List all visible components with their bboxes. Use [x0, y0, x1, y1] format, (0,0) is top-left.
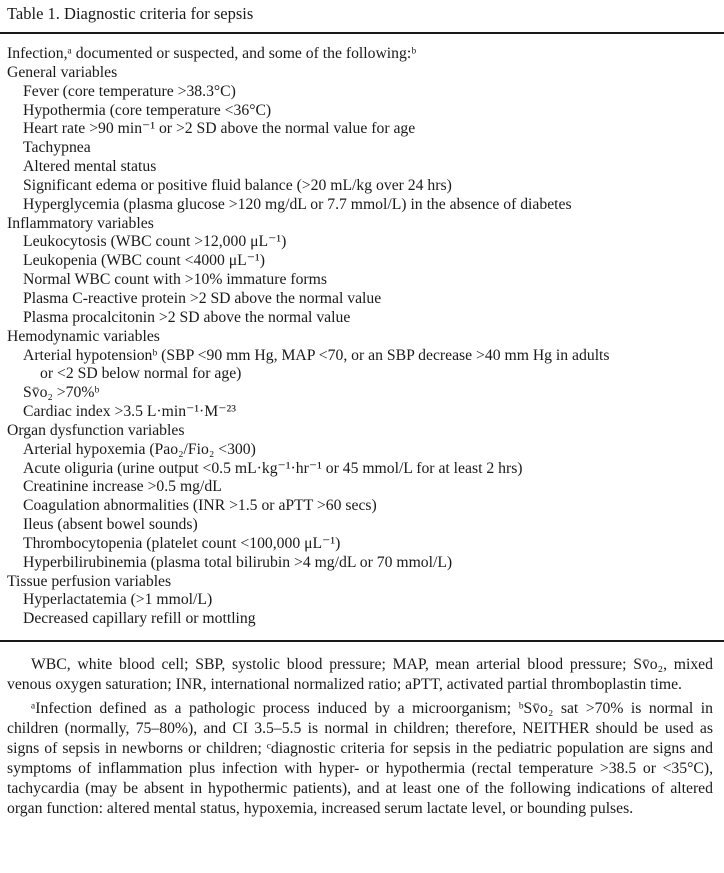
- criterion-item: Hypothermia (core temperature <36°C): [23, 101, 272, 119]
- top-rule: [0, 32, 724, 34]
- table-title: Table 1. Diagnostic criteria for sepsis: [7, 4, 254, 23]
- criterion-item: Plasma C-reactive protein >2 SD above the normal value: [23, 289, 382, 307]
- criterion-item: Ileus (absent bowel sounds): [23, 516, 198, 534]
- criterion-item: Coagulation abnormalities (INR >1.5 or aPTT >60 secs): [23, 497, 377, 515]
- category-heading: Organ dysfunction variables: [7, 421, 185, 439]
- criterion-item: Leukocytosis (WBC count >12,000 μL⁻¹): [23, 233, 287, 251]
- criterion-item: Normal WBC count with >10% immature forms: [23, 271, 327, 289]
- criterion-item: Sv̄o₂ >70%ᵇ: [23, 384, 100, 402]
- criterion-item: Plasma procalcitonin >2 SD above the normal value: [23, 308, 351, 326]
- category-heading: Tissue perfusion variables: [7, 572, 172, 590]
- criterion-item: Tachypnea: [23, 139, 91, 157]
- criterion-item: Leukopenia (WBC count <4000 μL⁻¹): [23, 252, 265, 270]
- criterion-item: Arterial hypoxemia (Pao₂/Fio₂ <300): [23, 440, 256, 458]
- category-heading: Hemodynamic variables: [7, 327, 160, 345]
- category-heading: General variables: [7, 63, 118, 81]
- criterion-item: Significant edema or positive fluid balance (>20 mL/kg over 24 hrs): [23, 176, 452, 194]
- criterion-item: Altered mental status: [23, 158, 157, 176]
- criterion-item: Arterial hypotensionᵇ (SBP <90 mm Hg, MAP <70, or an SBP decrease >40 mm Hg in adults: [23, 346, 610, 364]
- category-heading: Inflammatory variables: [7, 214, 154, 232]
- definitions-footnote: ᵃInfection defined as a pathologic process induced by a microorganism; ᵇSv̄o₂ sat >70% is normal in children (normally, 75–80%), and CI 3.5–5.5 is normal in children; therefore, NEITHER should be used as signs of sepsis in newborns or children; ᶜdiagnostic criteria for sepsis in the pediatric population are signs and symptoms of inflammation plus infection with hyper- or hypothermia (rectal temperature >38.5 or <35°C), tachycardia (may be absent in hypothermic patients), and at least one of the following indications of altered organ function: altered mental status, hypoxemia, increased serum lactate level, or bounding pulses.: [7, 700, 713, 817]
- criterion-item: Decreased capillary refill or mottling: [23, 610, 256, 628]
- criterion-item: Heart rate >90 min⁻¹ or >2 SD above the normal value for age: [23, 120, 416, 138]
- criterion-item: Creatinine increase >0.5 mg/dL: [23, 478, 222, 496]
- criterion-item: Thrombocytopenia (platelet count <100,000 μL⁻¹): [23, 534, 341, 552]
- bottom-rule: [0, 640, 724, 642]
- criterion-item: Cardiac index >3.5 L·min⁻¹·M⁻²³: [23, 403, 236, 421]
- table-footnotes: [7, 655, 713, 823]
- criterion-item: or <2 SD below normal for age): [40, 365, 242, 383]
- criterion-item: Hyperlactatemia (>1 mmol/L): [23, 591, 213, 609]
- category-heading: Infection,ᵃ documented or suspected, and some of the following:ᵇ: [7, 45, 417, 62]
- criterion-item: Hyperbilirubinemia (plasma total bilirubin >4 mg/dL or 70 mmol/L): [23, 553, 453, 571]
- criteria-list: [7, 45, 719, 629]
- criterion-item: Fever (core temperature >38.3°C): [23, 82, 236, 100]
- criterion-item: Acute oliguria (urine output <0.5 mL·kg⁻¹·hr⁻¹ or 45 mmol/L for at least 2 hrs): [23, 459, 523, 477]
- criterion-item: Hyperglycemia (plasma glucose >120 mg/dL or 7.7 mmol/L) in the absence of diabetes: [23, 195, 572, 213]
- abbreviations-footnote: WBC, white blood cell; SBP, systolic blood pressure; MAP, mean arterial blood pressure; Sv̄o₂, mixed venous oxygen saturation; INR, international normalized ratio; aPTT, activated partial thromboplastin time.: [7, 656, 713, 693]
